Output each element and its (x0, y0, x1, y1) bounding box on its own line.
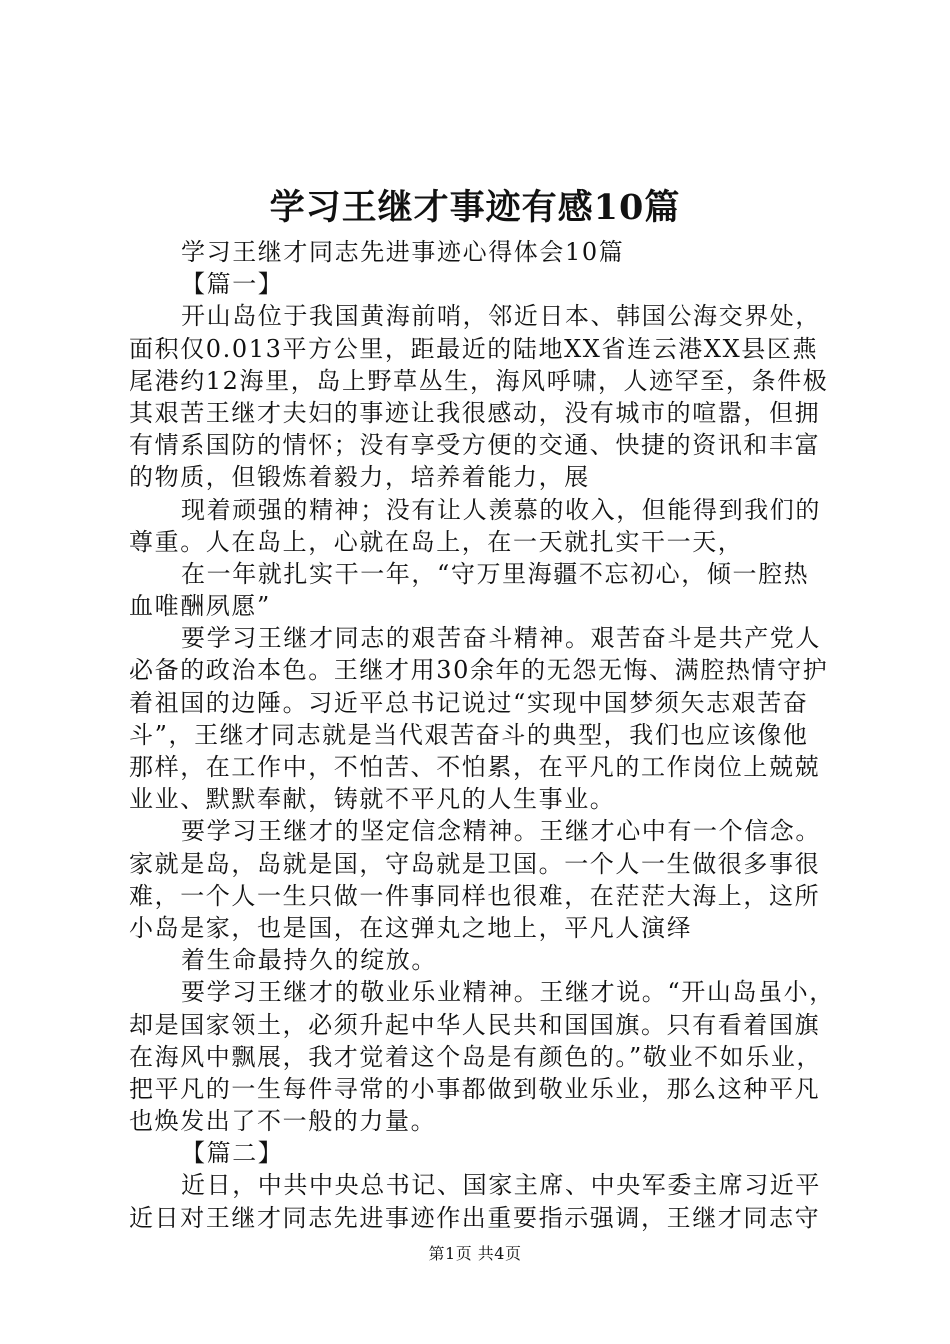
text-line: 斗”，王继才同志就是当代艰苦奋斗的典型，我们也应该像他 (129, 720, 809, 749)
text-line: 那样，在工作中，不怕苦、不怕累，在平凡的工作岗位上兢兢 (129, 753, 821, 781)
text-line: 尾港约12海里，岛上野草丛生，海风呼啸，人迹罕至，条件极 (129, 366, 829, 395)
document-title: 学习王继才事迹有感10篇 (269, 187, 681, 228)
text-line: 也焕发出了不一般的力量。 (129, 1107, 437, 1136)
text-line: 业业、默默奉献，铸就不平凡的人生事业。 (129, 785, 616, 814)
text-line: 要学习王继才的坚定信念精神。王继才心中有一个信念。 (181, 817, 821, 846)
text-line: 【篇一】 (181, 270, 284, 299)
text-line: 现着顽强的精神；没有让人羡慕的收入，但能得到我们的 (181, 495, 821, 524)
text-line: 要学习王继才同志的艰苦奋斗精神。艰苦奋斗是共产党人 (181, 624, 821, 653)
text-line: 要学习王继才的敬业乐业精神。王继才说。“开山岛虽小， (181, 978, 835, 1007)
text-line: 家就是岛，岛就是国，守岛就是卫国。一个人一生做很多事很 (129, 849, 821, 878)
page-footer: 第1页 共4页 (428, 1244, 522, 1263)
text-line: 着祖国的边陲。习近平总书记说过“实现中国梦须矢志艰苦奋 (129, 688, 809, 717)
document-body (129, 236, 835, 1234)
text-line: 把平凡的一生每件寻常的小事都做到敬业乐业，那么这种平凡 (129, 1074, 821, 1103)
text-line: 却是国家领土，必须升起中华人民共和国国旗。只有看着国旗 (129, 1010, 821, 1039)
text-line: 开山岛位于我国黄海前哨，邻近日本、韩国公海交界处， (181, 302, 821, 331)
text-line: 其艰苦王继才夫妇的事迹让我很感动，没有城市的喧嚣，但拥 (129, 398, 821, 427)
text-line: 在一年就扎实干一年，“守万里海疆不忘初心，倾一腔热 (181, 559, 810, 588)
text-line: 难，一个人一生只做一件事同样也很难，在茫茫大海上，这所 (129, 881, 821, 910)
text-line: 有情系国防的情怀；没有享受方便的交通、快捷的资讯和丰富 (129, 431, 821, 460)
text-line: 必备的政治本色。王继才用30余年的无怨无悔、满腔热情守护 (129, 656, 829, 685)
text-line: 学习王继才同志先进事迹心得体会10篇 (181, 238, 625, 266)
text-line: 小岛是家，也是国，在这弹丸之地上，平凡人演绎 (129, 913, 693, 942)
text-line: 的物质，但锻炼着毅力，培养着能力，展 (129, 463, 590, 492)
text-line: 【篇二】 (181, 1139, 284, 1168)
text-line: 近日，中共中央总书记、国家主席、中央军委主席习近平 (181, 1171, 821, 1200)
text-line: 血唯酬夙愿” (129, 592, 271, 621)
text-line: 面积仅0.013平方公里，距最近的陆地XX省连云港XX县区燕 (129, 334, 819, 363)
text-line: 在海风中飘展，我才觉着这个岛是有颜色的。”敬业不如乐业， (129, 1042, 823, 1071)
text-line: 着生命最持久的绽放。 (181, 946, 437, 975)
text-line: 近日对王继才同志先进事迹作出重要指示强调，王继才同志守 (129, 1203, 821, 1232)
text-line: 尊重。人在岛上，心就在岛上，在一天就扎实干一天， (129, 527, 744, 556)
